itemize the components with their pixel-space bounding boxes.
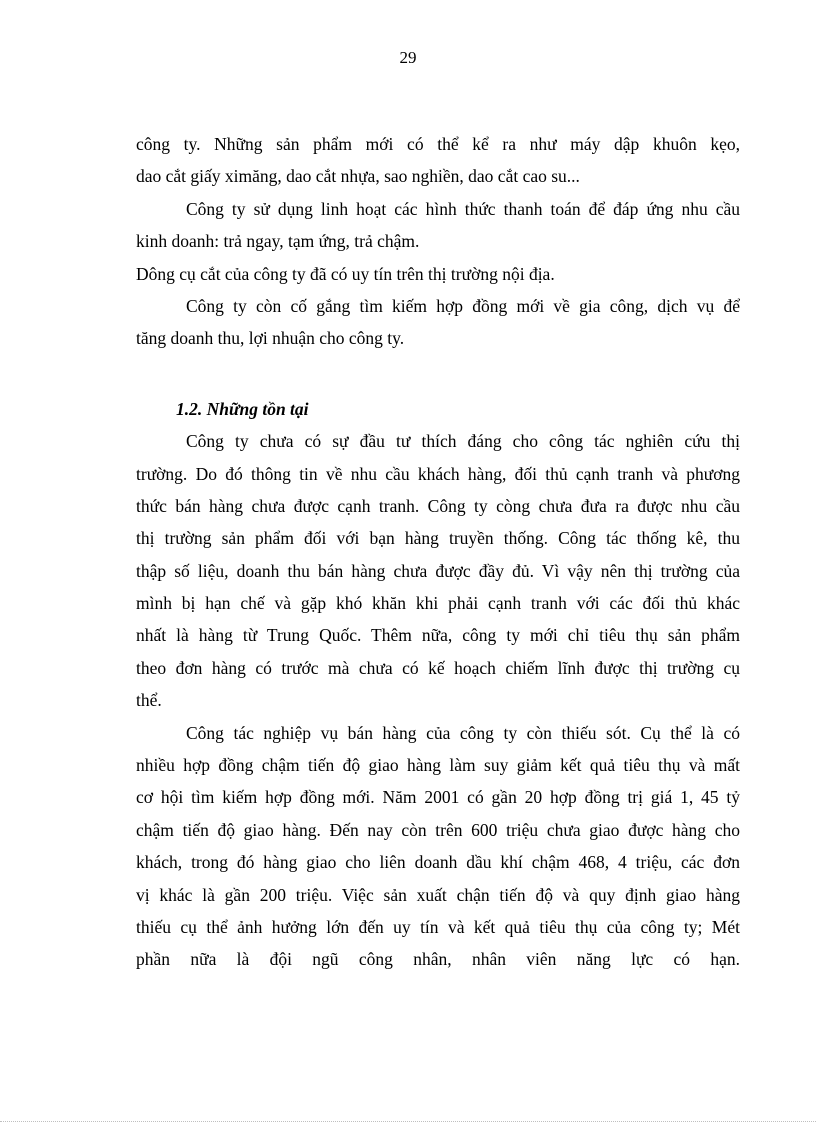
text-line: cơ hội tìm kiếm hợp đồng mới. Năm 2001 có gần 20 hợp đồng trị giá 1, 45 tỷ [136, 787, 740, 808]
text-line: tăng doanh thu, lợi nhuận cho công ty. [136, 328, 405, 349]
text-line: kinh doanh: trả ngay, tạm ứng, trả chậm. [136, 231, 420, 252]
document-body [136, 128, 740, 976]
text-line: vị khác là gần 200 triệu. Việc sản xuất chận tiến độ và quy định giao hàng [136, 884, 740, 905]
page-bottom-divider [0, 1121, 816, 1122]
text-line: nhiều hợp đồng chậm tiến độ giao hàng làm suy giảm kết quả tiêu thụ và mất [136, 755, 740, 776]
text-line: thập số liệu, doanh thu bán hàng chưa được đầy đủ. Vì vậy nên thị trường của [136, 560, 740, 581]
text-line: Công tác nghiệp vụ bán hàng của công ty còn thiếu sót. Cụ thể là có [186, 722, 740, 743]
text-line: trường. Do đó thông tin về nhu cầu khách hàng, đối thủ cạnh tranh và phương [136, 463, 740, 484]
text-line: Dông cụ cắt của công ty đã có uy tín trên thị trường nội địa. [136, 263, 555, 284]
section-gap [136, 355, 740, 393]
section-heading: 1.2. Những tồn tại [176, 398, 309, 419]
text-line: theo đơn hàng có trước mà chưa có kế hoạch chiếm lĩnh được thị trường cụ [136, 657, 740, 678]
text-line: nhất là hàng từ Trung Quốc. Thêm nữa, công ty mới chỉ tiêu thụ sản phẩm [136, 625, 740, 646]
text-line: mình bị hạn chế và gặp khó khăn khi phải cạnh tranh với các đối thủ khác [136, 593, 740, 614]
text-line: thiếu cụ thể ảnh hưởng lớn đến uy tín và kết quả tiêu thụ của công ty; Mét [136, 916, 740, 937]
text-line: Công ty còn cố gắng tìm kiếm hợp đồng mới về gia công, dịch vụ để [186, 295, 740, 316]
text-line: thể. [136, 690, 162, 711]
page-number: 29 [399, 48, 417, 67]
text-line: Công ty chưa có sự đầu tư thích đáng cho công tác nghiên cứu thị [186, 431, 740, 452]
text-line: công ty. Những sản phẩm mới có thể kể ra như máy dập khuôn kẹo, [136, 134, 740, 154]
text-line: phần nữa là đội ngũ công nhân, nhân viên năng lực có hạn. [136, 949, 740, 970]
text-line: dao cắt giấy ximăng, dao cắt nhựa, sao nghiền, dao cắt cao su... [136, 166, 580, 187]
text-line: Công ty sử dụng linh hoạt các hình thức thanh toán để đáp ứng nhu cầu [186, 198, 740, 219]
text-line: chậm tiến độ giao hàng. Đến nay còn trên 600 triệu chưa giao được hàng cho [136, 819, 740, 840]
text-line: khách, trong đó hàng giao cho liên doanh dầu khí chậm 468, 4 triệu, các đơn [136, 852, 740, 873]
text-line: thức bán hàng chưa được cạnh tranh. Công ty còng chưa đưa ra được nhu cầu [136, 495, 740, 516]
text-line: thị trường sản phẩm đối với bạn hàng truyền thống. Công tác thống kê, thu [136, 528, 740, 549]
